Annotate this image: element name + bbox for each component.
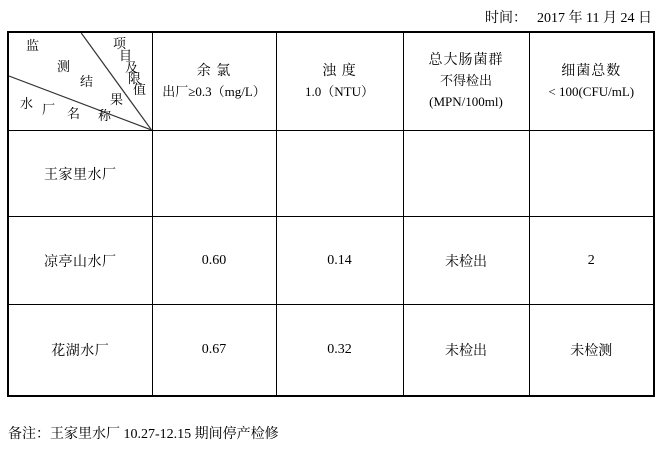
col-unit: (MPN/100ml)	[429, 94, 503, 109]
corner-monitor-result-char: 果	[110, 92, 124, 107]
value-cell: 0.67	[152, 305, 276, 397]
col-header-bacteria-count	[529, 32, 654, 131]
value-cell	[152, 131, 276, 217]
timestamp	[485, 7, 652, 27]
col-limit: < 100(CFU/mL)	[548, 83, 635, 99]
time-label: 时间：	[485, 11, 528, 26]
table-row-liangtingshan	[8, 217, 654, 305]
corner-cell	[8, 32, 152, 131]
value-cell: 0.60	[152, 217, 276, 305]
corner-item-limit-char: 值	[133, 82, 147, 97]
corner-monitor-result-char: 结	[80, 74, 94, 89]
value-cell: 2	[529, 217, 654, 305]
corner-plant-name-char: 水	[20, 96, 34, 111]
value-cell: 未检出	[403, 305, 529, 397]
plant-name-cell: 凉亭山水厂	[8, 217, 152, 305]
table-row-wangjiali	[8, 131, 654, 217]
col-header-total-coliform	[403, 32, 529, 131]
corner-item-limit-char: 限	[128, 71, 142, 86]
corner-item-limit-char: 及	[125, 60, 139, 75]
corner-plant-name-char: 厂	[42, 102, 56, 117]
value-cell: 0.32	[276, 305, 403, 397]
water-quality-table	[7, 31, 655, 397]
table-row-huahu	[8, 305, 654, 397]
value-cell: 未检测	[529, 305, 654, 397]
corner-plant-name-char: 称	[98, 108, 112, 123]
corner-plant-name-char: 名	[67, 106, 81, 121]
value-cell	[529, 131, 654, 217]
value-cell: 0.14	[276, 217, 403, 305]
col-title: 总大肠菌群	[428, 53, 504, 68]
corner-monitor-result-char: 监	[26, 38, 40, 53]
col-header-turbidity	[276, 32, 403, 131]
corner-item-limit-char: 项	[113, 36, 127, 51]
col-title: 余 氯	[196, 63, 232, 79]
value-cell	[276, 131, 403, 217]
time-value: 2017 年 11 月 24 日	[537, 11, 652, 26]
col-title: 细菌总数	[561, 63, 622, 79]
col-header-residual-chlorine	[152, 32, 276, 131]
col-limit: 出厂≥0.3（mg/L）	[162, 83, 266, 99]
value-cell: 未检出	[403, 217, 529, 305]
plant-name-cell: 花湖水厂	[8, 305, 152, 397]
col-limit: 1.0（NTU）	[305, 83, 374, 99]
corner-monitor-result-char: 测	[57, 59, 71, 74]
col-limit: 不得检出	[439, 73, 492, 88]
header-row	[8, 32, 654, 131]
plant-name-cell: 王家里水厂	[8, 131, 152, 217]
col-title: 浊 度	[322, 63, 357, 79]
footer-note: 备注：王家里水厂 10.27-12.15 期间停产检修	[8, 427, 279, 442]
corner-item-limit-char: 目	[119, 48, 133, 63]
value-cell	[403, 131, 529, 217]
